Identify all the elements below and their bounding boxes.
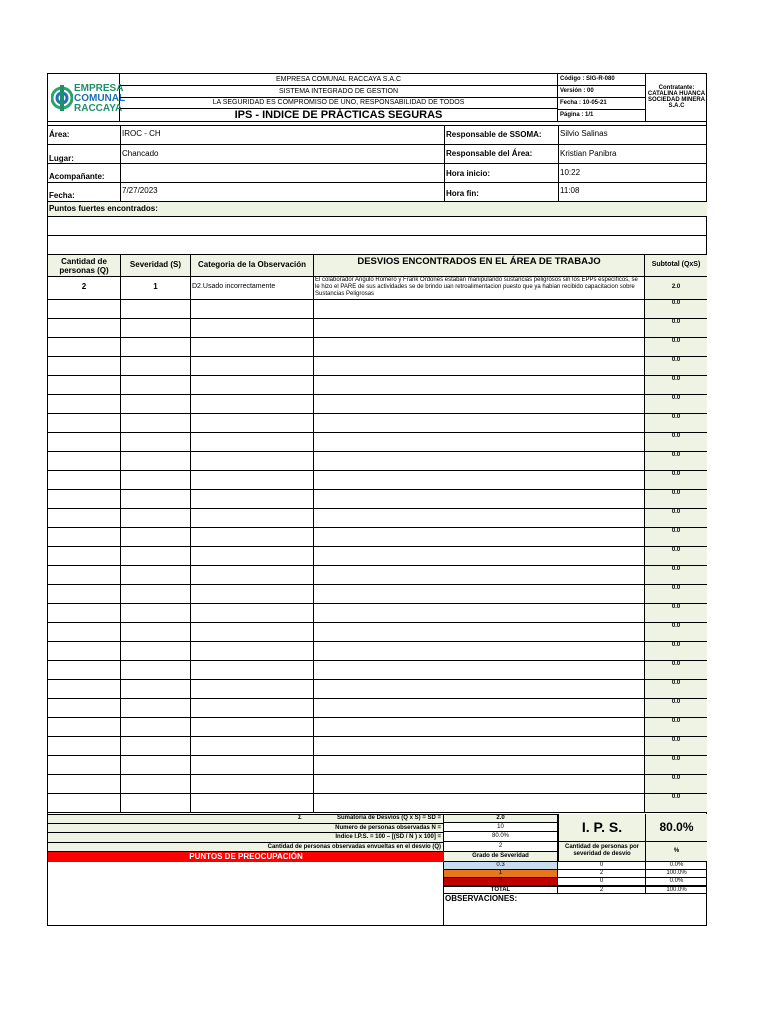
table-cell-desc (314, 680, 645, 699)
table-cell-cat (191, 414, 314, 433)
doc-version: Versión : 00 (558, 86, 646, 98)
table-cell-subtotal: 0.0 (645, 623, 707, 642)
observation-rows (48, 277, 707, 814)
table-cell-subtotal: 0.0 (645, 642, 707, 661)
table-cell-cat (191, 509, 314, 528)
table-cell-s (121, 452, 191, 471)
logo-line-1: EMPRESA (74, 83, 124, 94)
puntos-fuertes-label: Puntos fuertes encontrados: (48, 202, 707, 217)
table-cell-s (121, 300, 191, 319)
total-pct: 100.0% (646, 886, 707, 894)
table-cell-s (121, 775, 191, 794)
table-cell-cat (191, 357, 314, 376)
hora-inicio-value: 10:22 (558, 164, 707, 183)
table-cell-q (48, 737, 121, 756)
table-cell-cat (191, 756, 314, 775)
severity-pct: 0.0% (646, 862, 707, 870)
table-cell-cat (191, 604, 314, 623)
table-cell-q: 2 (48, 277, 121, 300)
ips-label: I. P. S. (558, 814, 646, 842)
table-cell-s (121, 528, 191, 547)
table-cell-desc (314, 471, 645, 490)
table-cell-cat (191, 490, 314, 509)
table-cell-q (48, 357, 121, 376)
table-cell-subtotal: 0.0 (645, 319, 707, 338)
fecha-value: 7/27/2023 (120, 183, 444, 202)
table-cell-s (121, 357, 191, 376)
col-header-desvios: DESVIOS ENCONTRADOS EN EL ÁREA DE TRABAJO (314, 255, 645, 277)
table-cell-q (48, 642, 121, 661)
table-cell-desc (314, 604, 645, 623)
table-cell-q (48, 585, 121, 604)
envueltas-value: 2 (444, 842, 558, 852)
table-cell-s (121, 661, 191, 680)
puntos-fuertes-line-2 (48, 236, 707, 255)
table-cell-desc (314, 737, 645, 756)
table-cell-cat (191, 642, 314, 661)
table-cell-subtotal: 0.0 (645, 528, 707, 547)
table-cell-desc (314, 357, 645, 376)
cant-severidad-header: Cantidad de personas por severidad de desvío (558, 842, 646, 862)
table-cell-subtotal: 0.0 (645, 509, 707, 528)
table-cell-subtotal: 0.0 (645, 585, 707, 604)
table-cell-cat (191, 718, 314, 737)
resp-area-value: Kristian Panibra (558, 145, 707, 164)
table-cell-cat (191, 623, 314, 642)
company-logo-icon (51, 83, 73, 113)
table-cell-q (48, 756, 121, 775)
severity-grade: 3 (444, 878, 558, 886)
table-cell-q (48, 319, 121, 338)
table-cell-cat (191, 376, 314, 395)
ips-form-sheet (47, 73, 707, 926)
table-cell-cat (191, 528, 314, 547)
table-cell-subtotal: 0.0 (645, 718, 707, 737)
severity-grade: 1 (444, 870, 558, 878)
table-cell-subtotal: 0.0 (645, 547, 707, 566)
severity-count: 0 (558, 862, 646, 870)
page-title: IPS - INDICE DE PRÁCTICAS SEGURAS (120, 109, 558, 122)
table-cell-subtotal: 0.0 (645, 794, 707, 813)
table-cell-s (121, 699, 191, 718)
fecha-label: Fecha: (48, 183, 120, 202)
table-cell-desc (314, 433, 645, 452)
hora-fin-value: 11:08 (558, 183, 707, 202)
doc-page: Página : 1/1 (558, 110, 646, 122)
grado-severidad-header: Grado de Severidad (444, 852, 558, 862)
table-cell-q (48, 547, 121, 566)
lugar-value: Chancado (120, 145, 444, 164)
doc-code: Código : SIG-R-080 (558, 74, 646, 86)
table-cell-subtotal: 0.0 (645, 452, 707, 471)
table-cell-s (121, 376, 191, 395)
table-cell-cat (191, 794, 314, 813)
table-cell-cat (191, 737, 314, 756)
table-cell-s (121, 509, 191, 528)
table-cell-desc (314, 300, 645, 319)
table-cell-subtotal: 0.0 (645, 661, 707, 680)
observaciones-label: OBSERVACIONES: (445, 894, 518, 903)
table-cell-desc (314, 414, 645, 433)
table-cell-desc (314, 699, 645, 718)
table-cell-desc (314, 338, 645, 357)
envueltas-label: Cantidad de personas observadas envueltas en el desvío (Q) (48, 842, 444, 852)
pct-header: % (646, 842, 707, 862)
table-cell-subtotal: 0.0 (645, 338, 707, 357)
severity-pct: 100.0% (646, 870, 707, 878)
hora-inicio-label: Hora inicio: (444, 164, 558, 183)
table-cell-subtotal: 0.0 (645, 433, 707, 452)
table-cell-q (48, 699, 121, 718)
system-name: SISTEMA INTEGRADO DE GESTION (120, 86, 558, 98)
table-cell-q (48, 395, 121, 414)
table-cell-desc (314, 794, 645, 813)
table-cell-s (121, 623, 191, 642)
contratante-label: Contratante: (658, 85, 695, 91)
table-cell-cat (191, 452, 314, 471)
table-cell-s (121, 414, 191, 433)
table-cell-s (121, 794, 191, 813)
puntos-preocupacion-area (48, 862, 444, 926)
table-cell-s (121, 604, 191, 623)
table-cell-q (48, 300, 121, 319)
table-cell-cat (191, 338, 314, 357)
ips-value: 80.0% (646, 814, 707, 842)
contratante-cell (646, 74, 707, 122)
table-cell-cat: D2.Usado incorrectamente (191, 277, 314, 300)
table-cell-s (121, 338, 191, 357)
table-cell-s (121, 756, 191, 775)
table-cell-subtotal: 0.0 (645, 604, 707, 623)
lugar-label: Lugar: (48, 145, 120, 164)
severity-count: 2 (558, 870, 646, 878)
num-personas-label: Numero de personas observadas N = (48, 823, 444, 832)
table-cell-cat (191, 433, 314, 452)
table-cell-desc: El colaborador Angulo Romero y Frank Ordoñes estaban manipulando sustancias peligrosos sin los EPPs específicos, se le hizo el PARE de sus actividades se de brindo uan retroalimentacion puesto que ya habian recibido capacitacion sobre Sustancias Peligrosas (314, 277, 645, 300)
col-header-q: Cantidad de personas (Q) (48, 255, 121, 277)
contratante-name: CATALINA HUANCA SOCIEDAD MINERA S.A.C (647, 91, 706, 109)
table-cell-desc (314, 395, 645, 414)
table-cell-subtotal: 2.0 (645, 277, 707, 300)
table-cell-q (48, 490, 121, 509)
table-cell-s (121, 319, 191, 338)
table-cell-subtotal: 0.0 (645, 471, 707, 490)
table-cell-desc (314, 718, 645, 737)
table-cell-s: 1 (121, 277, 191, 300)
table-cell-q (48, 775, 121, 794)
table-cell-desc (314, 756, 645, 775)
table-cell-desc (314, 623, 645, 642)
num-personas-value: 10 (444, 823, 558, 832)
table-cell-cat (191, 680, 314, 699)
table-cell-subtotal: 0.0 (645, 699, 707, 718)
table-cell-q (48, 528, 121, 547)
slogan: LA SEGURIDAD ES COMPROMISO DE UNO, RESPONSABILIDAD DE TODOS (120, 98, 558, 109)
logo-line-2: COMUNAL (74, 93, 126, 104)
resp-ssoma-value: Silvio Salinas (558, 126, 707, 145)
table-cell-desc (314, 642, 645, 661)
table-cell-subtotal: 0.0 (645, 737, 707, 756)
table-cell-q (48, 718, 121, 737)
sumatoria-value: 2.0 (444, 814, 558, 823)
logo-line-3: RACCAYA (74, 103, 123, 114)
table-cell-desc (314, 547, 645, 566)
table-cell-s (121, 490, 191, 509)
company-name: EMPRESA COMUNAL RACCAYA S.A.C (120, 74, 558, 86)
table-cell-cat (191, 395, 314, 414)
col-header-subtotal: Subtotal (QxS) (645, 255, 707, 277)
table-cell-desc (314, 452, 645, 471)
table-cell-cat (191, 471, 314, 490)
table-cell-cat (191, 300, 314, 319)
table-cell-desc (314, 566, 645, 585)
table-cell-subtotal: 0.0 (645, 680, 707, 699)
table-cell-cat (191, 547, 314, 566)
table-cell-desc (314, 490, 645, 509)
table-cell-q (48, 452, 121, 471)
total-label: TOTAL (444, 886, 558, 894)
puntos-fuertes-line-1 (48, 217, 707, 236)
severity-grade: 0.3 (444, 862, 558, 870)
table-cell-cat (191, 775, 314, 794)
table-cell-s (121, 471, 191, 490)
table-cell-desc (314, 509, 645, 528)
table-cell-desc (314, 319, 645, 338)
table-cell-q (48, 509, 121, 528)
table-cell-cat (191, 699, 314, 718)
puntos-preocupacion-banner: PUNTOS DE PREOCUPACIÓN (48, 852, 444, 862)
table-cell-cat (191, 661, 314, 680)
table-cell-s (121, 737, 191, 756)
table-cell-desc (314, 775, 645, 794)
table-cell-s (121, 585, 191, 604)
table-cell-subtotal: 0.0 (645, 300, 707, 319)
logo-cell (48, 74, 126, 122)
table-cell-q (48, 566, 121, 585)
table-cell-q (48, 338, 121, 357)
table-cell-q (48, 680, 121, 699)
doc-date: Fecha : 10-05-21 (558, 98, 646, 110)
table-cell-subtotal: 0.0 (645, 414, 707, 433)
col-header-category: Categoria de la Observación (191, 255, 314, 277)
resp-ssoma-label: Responsable de SSOMA: (444, 126, 558, 145)
acompanante-value (120, 164, 444, 183)
table-cell-desc (314, 585, 645, 604)
table-cell-desc (314, 661, 645, 680)
table-cell-q (48, 604, 121, 623)
table-cell-q (48, 623, 121, 642)
table-cell-s (121, 433, 191, 452)
table-cell-subtotal: 0.0 (645, 756, 707, 775)
col-header-s: Severidad (S) (121, 255, 191, 277)
table-cell-q (48, 433, 121, 452)
hora-fin-label: Hora fin: (444, 183, 558, 202)
table-cell-subtotal: 0.0 (645, 357, 707, 376)
table-cell-s (121, 547, 191, 566)
table-cell-q (48, 794, 121, 813)
table-cell-q (48, 414, 121, 433)
acompanante-label: Acompañante: (48, 164, 120, 183)
severity-count: 0 (558, 878, 646, 886)
table-cell-q (48, 471, 121, 490)
indice-value: 80.0% (444, 832, 558, 842)
severity-pct: 0.0% (646, 878, 707, 886)
table-cell-desc (314, 376, 645, 395)
table-cell-s (121, 566, 191, 585)
table-cell-s (121, 395, 191, 414)
sigma-symbol: Σ (298, 815, 302, 821)
table-cell-q (48, 661, 121, 680)
table-cell-subtotal: 0.0 (645, 490, 707, 509)
area-label: Área: (48, 126, 120, 145)
area-value: IROC - CH (120, 126, 444, 145)
severity-rows (444, 862, 707, 886)
table-cell-cat (191, 319, 314, 338)
table-cell-desc (314, 528, 645, 547)
total-cant: 2 (558, 886, 646, 894)
table-cell-cat (191, 566, 314, 585)
table-cell-q (48, 376, 121, 395)
table-cell-subtotal: 0.0 (645, 376, 707, 395)
sumatoria-label: Sumatoria de Desvíos (Q x S) = SD = (310, 814, 444, 823)
indice-label: Indice I.P.S. = 100 – [(SD / N ) x 100] = (48, 832, 444, 842)
table-cell-subtotal: 0.0 (645, 395, 707, 414)
table-cell-s (121, 718, 191, 737)
table-cell-s (121, 680, 191, 699)
resp-area-label: Responsable del Área: (444, 145, 558, 164)
table-cell-s (121, 642, 191, 661)
table-cell-subtotal: 0.0 (645, 566, 707, 585)
table-cell-cat (191, 585, 314, 604)
table-cell-subtotal: 0.0 (645, 775, 707, 794)
